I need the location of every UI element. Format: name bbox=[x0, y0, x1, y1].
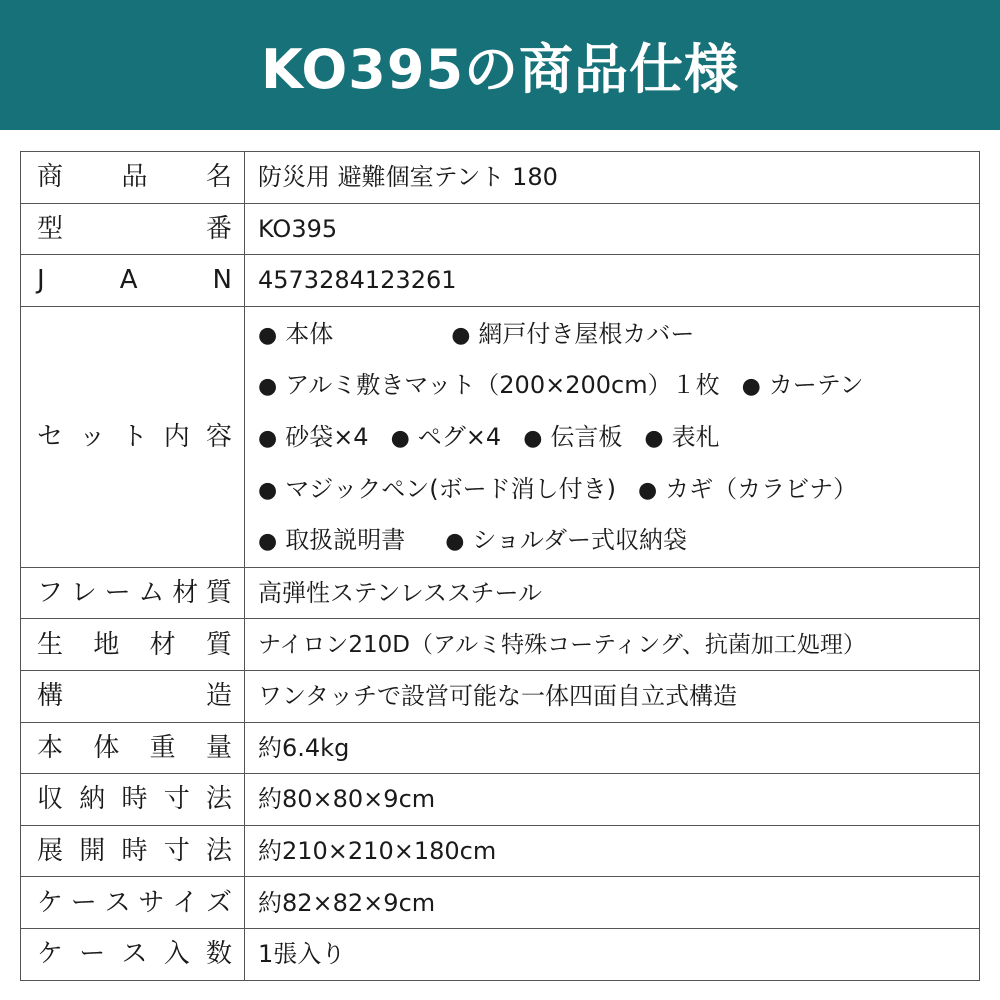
label-model-number: 型 番 bbox=[37, 213, 232, 244]
label-jan: J A N bbox=[37, 265, 232, 296]
label-cell bbox=[21, 877, 245, 929]
value-cell bbox=[245, 619, 980, 671]
label-fabric-material: 生 地 材 質 bbox=[37, 629, 232, 660]
row-frame-material bbox=[21, 567, 980, 619]
header-banner bbox=[0, 0, 1000, 130]
set-item: ● 表札 bbox=[644, 412, 719, 465]
bullet-icon: ● bbox=[258, 425, 278, 451]
set-item: ● 伝言板 bbox=[523, 412, 622, 465]
label-cell bbox=[21, 928, 245, 980]
value-cell bbox=[245, 255, 980, 307]
set-item: ● アルミ敷きマット（200×200cm）１枚 bbox=[258, 360, 720, 413]
value-product-name: 防災用 避難個室テント 180 bbox=[258, 163, 558, 192]
value-fabric-material: ナイロン210D（アルミ特殊コーティング、抗菌加工処理） bbox=[258, 631, 866, 658]
value-case-size: 約82×82×9cm bbox=[258, 888, 436, 917]
label-cell bbox=[21, 567, 245, 619]
set-line bbox=[258, 464, 979, 516]
row-weight bbox=[21, 722, 980, 774]
label-cell bbox=[21, 774, 245, 826]
label-product-name: 商 品 名 bbox=[37, 162, 232, 193]
set-item: ● ショルダー式収納袋 bbox=[445, 515, 687, 568]
value-stored-size: 約80×80×9cm bbox=[258, 785, 436, 814]
label-structure: 構 造 bbox=[37, 681, 232, 712]
label-set-contents: セ ッ ト 内 容 bbox=[37, 421, 232, 452]
bullet-icon: ● bbox=[258, 477, 278, 503]
value-cell bbox=[245, 152, 980, 204]
bullet-icon: ● bbox=[637, 477, 658, 503]
value-deployed-size: 約210×210×180cm bbox=[258, 837, 497, 866]
value-cell bbox=[245, 722, 980, 774]
set-item: ● 網戸付き屋根カバー bbox=[451, 309, 694, 362]
label-cell bbox=[21, 306, 245, 567]
bullet-icon: ● bbox=[523, 425, 543, 451]
set-item: ● 取扱説明書 bbox=[258, 515, 405, 568]
label-cell bbox=[21, 722, 245, 774]
row-stored-size bbox=[21, 774, 980, 826]
value-cell bbox=[245, 825, 980, 877]
label-frame-material: フ レ ー ム 材 質 bbox=[37, 578, 232, 609]
bullet-icon: ● bbox=[258, 374, 278, 400]
row-case-quantity bbox=[21, 928, 980, 980]
label-stored-size: 収 納 時 寸 法 bbox=[37, 784, 232, 815]
value-cell bbox=[245, 774, 980, 826]
row-deployed-size bbox=[21, 825, 980, 877]
label-weight: 本 体 重 量 bbox=[37, 732, 232, 763]
value-weight: 約6.4kg bbox=[258, 733, 350, 762]
set-item: ● ペグ×4 bbox=[391, 412, 502, 465]
set-item: ● 砂袋×4 bbox=[258, 412, 369, 465]
value-frame-material: 高弾性ステンレススチール bbox=[258, 579, 543, 608]
value-structure: ワンタッチで設営可能な一体四面自立式構造 bbox=[258, 682, 738, 711]
value-model-number: KO395 bbox=[258, 214, 338, 243]
set-item: ● 本体 bbox=[258, 309, 333, 362]
row-case-size bbox=[21, 877, 980, 929]
bullet-icon: ● bbox=[741, 374, 761, 400]
set-line bbox=[258, 515, 979, 567]
row-product-name bbox=[21, 152, 980, 204]
row-structure bbox=[21, 670, 980, 722]
spec-table bbox=[20, 151, 980, 981]
label-case-size: ケ ー ス サ イ ズ bbox=[37, 887, 232, 918]
value-case-quantity: 1張入り bbox=[258, 940, 346, 969]
set-item: ● カーテン bbox=[742, 360, 864, 413]
label-case-quantity: ケ ー ス 入 数 bbox=[37, 939, 232, 970]
value-cell bbox=[245, 203, 980, 255]
label-cell bbox=[21, 152, 245, 204]
set-item: ● マジックペン(ボード消し付き) bbox=[258, 464, 616, 517]
set-line bbox=[258, 412, 979, 464]
bullet-icon: ● bbox=[644, 425, 664, 451]
label-cell bbox=[21, 203, 245, 255]
label-cell bbox=[21, 825, 245, 877]
set-contents-list bbox=[245, 307, 979, 567]
value-cell bbox=[245, 928, 980, 980]
value-cell bbox=[245, 306, 980, 567]
page-title: KO395の商品仕様 bbox=[260, 37, 740, 101]
set-line bbox=[258, 309, 979, 361]
label-cell bbox=[21, 670, 245, 722]
label-deployed-size: 展 開 時 寸 法 bbox=[37, 836, 232, 867]
label-cell bbox=[21, 619, 245, 671]
set-line bbox=[258, 360, 979, 412]
bullet-icon: ● bbox=[258, 529, 278, 555]
bullet-icon: ● bbox=[445, 529, 465, 555]
value-jan: 4573284123261 bbox=[258, 266, 457, 295]
row-jan bbox=[21, 255, 980, 307]
bullet-icon: ● bbox=[390, 425, 410, 451]
value-cell bbox=[245, 567, 980, 619]
value-cell bbox=[245, 670, 980, 722]
value-cell bbox=[245, 877, 980, 929]
bullet-icon: ● bbox=[258, 322, 278, 348]
row-set-contents bbox=[21, 306, 980, 567]
label-cell bbox=[21, 255, 245, 307]
bullet-icon: ● bbox=[451, 322, 471, 348]
set-item: ● カギ（カラビナ） bbox=[638, 464, 857, 517]
row-model-number bbox=[21, 203, 980, 255]
row-fabric-material bbox=[21, 619, 980, 671]
